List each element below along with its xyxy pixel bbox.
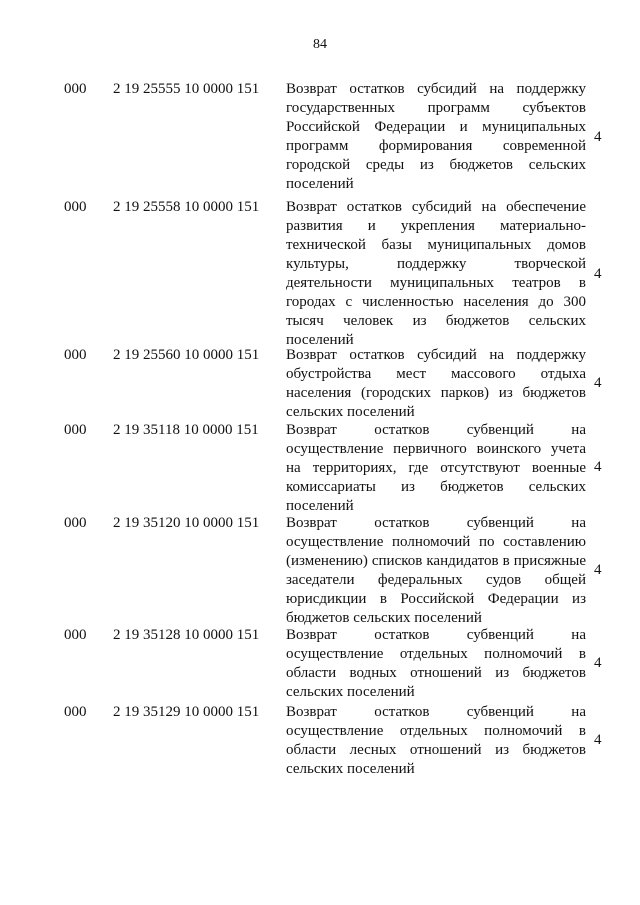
distribution-norm: 4: [594, 375, 602, 391]
budget-classification-code: 2 19 25560 10 0000 151: [113, 347, 260, 363]
income-description: Возврат остатков субсидий на поддержку обустройства мест массового отдыха населения (городских парков) из бюджетов сельских поселений: [286, 347, 586, 420]
income-description: Возврат остатков субвенций на осуществление отдельных полномочий в области водных отношений из бюджетов сельских поселений: [286, 627, 586, 700]
distribution-norm: 4: [594, 459, 602, 475]
income-description: Возврат остатков субсидий на обеспечение развития и укрепления материально-технической базы муниципальных домов культуры, поддержку творческой деятельности муниципальных театров в городах с численностью населения до 300 тысяч человек из бюджетов сельских поселений: [286, 199, 586, 348]
budget-classification-code: 2 19 25555 10 0000 151: [113, 81, 260, 97]
page-number: 84: [313, 37, 327, 52]
income-description: Возврат остатков субвенций на осуществление отдельных полномочий в области лесных отношений из бюджетов сельских поселений: [286, 704, 586, 777]
admin-code: 000: [64, 347, 87, 363]
distribution-norm: 4: [594, 266, 602, 282]
distribution-norm: 4: [594, 732, 602, 748]
admin-code: 000: [64, 515, 87, 531]
budget-classification-code: 2 19 35120 10 0000 151: [113, 515, 260, 531]
budget-classification-code: 2 19 25558 10 0000 151: [113, 199, 260, 215]
budget-classification-code: 2 19 35128 10 0000 151: [113, 627, 260, 643]
distribution-norm: 4: [594, 129, 602, 145]
admin-code: 000: [64, 81, 87, 97]
distribution-norm: 4: [594, 655, 602, 671]
income-description: Возврат остатков субвенций на осуществление полномочий по составлению (изменению) списков кандидатов в присяжные заседатели федеральных судов общей юрисдикции в Российской Федерации из бюджетов сельских поселений: [286, 515, 586, 626]
admin-code: 000: [64, 704, 87, 720]
budget-classification-code: 2 19 35118 10 0000 151: [113, 422, 259, 438]
budget-classification-code: 2 19 35129 10 0000 151: [113, 704, 260, 720]
income-description: Возврат остатков субвенций на осуществление первичного воинского учета на территориях, где отсутствуют военные комиссариаты из бюджетов сельских поселений: [286, 422, 586, 514]
distribution-norm: 4: [594, 562, 602, 578]
admin-code: 000: [64, 627, 87, 643]
admin-code: 000: [64, 422, 87, 438]
income-description: Возврат остатков субсидий на поддержку государственных программ субъектов Российской Федерации и муниципальных программ формирования современной городской среды из бюджетов сельских поселений: [286, 81, 586, 192]
admin-code: 000: [64, 199, 87, 215]
